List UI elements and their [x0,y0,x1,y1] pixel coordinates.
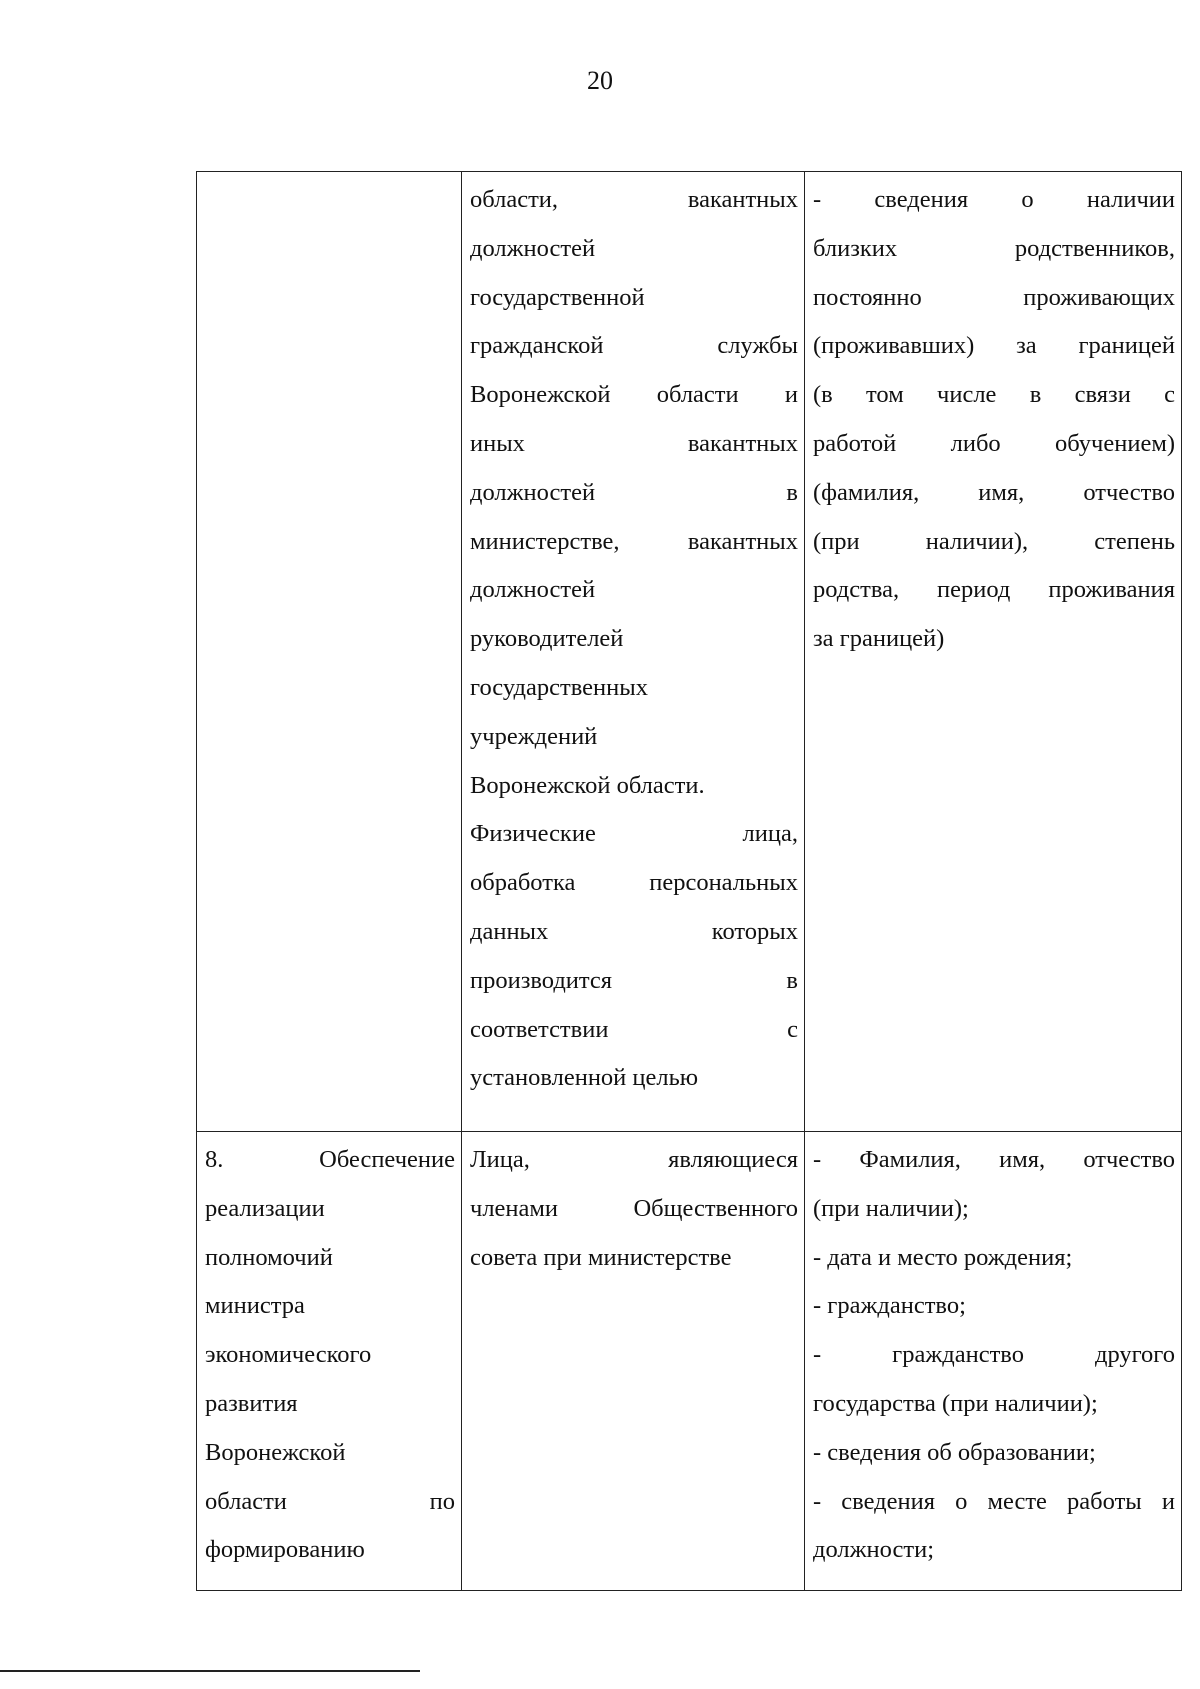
cell-line: области по [205,1487,455,1515]
cell-line: - гражданство; [813,1292,966,1320]
cell-line: должностей в [470,478,798,506]
cell-line: (в том числе в связи с [813,381,1175,409]
cell-line: министерстве, вакантных [470,527,798,555]
cell-line: министра [205,1292,305,1320]
cell-line: Воронежской [205,1438,346,1466]
cell-line: данных которых [470,917,798,945]
cell-line: обработка персональных [470,869,798,897]
cell-line: экономического [205,1341,372,1369]
table-cell-purpose [197,172,462,1132]
cell-line: - Фамилия, имя, отчество [813,1146,1175,1173]
cell-line: - сведения о наличии [813,186,1175,213]
table-row-continued [197,172,1182,1132]
cell-line: работой либо обучением) [813,429,1175,457]
cell-line: учреждений [470,722,598,750]
cell-line: полномочий [205,1243,333,1271]
cell-line: должностей [470,234,596,262]
cell-line: производится в [470,966,798,994]
footer-rule [0,1670,420,1672]
cell-line: - гражданство другого [813,1341,1175,1369]
table-cell-data-list [805,172,1182,1132]
table-cell-purpose [197,1132,462,1591]
cell-line: области, вакантных [470,186,798,213]
cell-line: (фамилия, имя, отчество [813,478,1175,506]
cell-line: Физические лица, [470,820,798,848]
cell-line: Лица, являющиеся [470,1146,798,1173]
cell-line: (проживавших) за границей [813,332,1175,360]
table-row-8 [197,1132,1182,1591]
cell-line: формированию [205,1536,365,1564]
cell-line: развития [205,1389,298,1417]
cell-line: родства, период проживания [813,576,1175,604]
cell-line: постоянно проживающих [813,283,1175,311]
cell-line: иных вакантных [470,429,798,457]
cell-line: гражданской службы [470,332,798,360]
cell-line: реализации [205,1194,325,1222]
cell-line: 8. Обеспечение [205,1146,455,1173]
cell-line: руководителей [470,625,624,653]
cell-line: - сведения о месте работы и [813,1487,1175,1515]
table-cell-data-list [805,1132,1182,1591]
cell-line: (при наличии), степень [813,527,1175,555]
cell-line: государственной [470,283,645,311]
cell-line: - сведения об образовании; [813,1438,1096,1466]
cell-line: государственных [470,673,648,701]
cell-line: государства (при наличии); [813,1389,1098,1417]
cell-line: членами Общественного [470,1194,798,1222]
cell-line: соответствии с [470,1015,798,1043]
cell-line: Воронежской области и [470,381,798,409]
cell-line: за границей) [813,625,945,653]
cell-line: (при наличии); [813,1194,969,1222]
cell-line: - дата и место рождения; [813,1243,1073,1271]
cell-line: совета при министерстве [470,1243,732,1271]
cell-line: установленной целью [470,1064,699,1092]
table-cell-subjects [462,1132,805,1591]
cell-line: близких родственников, [813,234,1175,262]
cell-line: должностей [470,576,596,604]
page-number: 20 [587,66,613,95]
cell-line: Воронежской области. [470,771,705,799]
personal-data-table [196,171,1182,1591]
cell-line: должности; [813,1536,935,1564]
table-cell-subjects [462,172,805,1132]
